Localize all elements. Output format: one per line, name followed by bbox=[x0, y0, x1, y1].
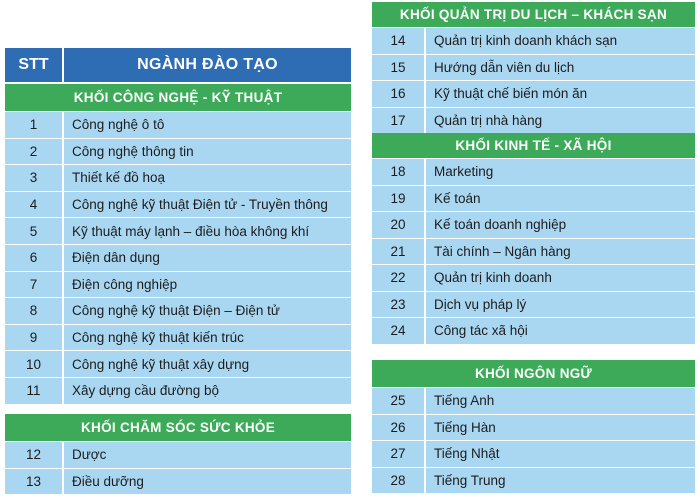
group-language bbox=[372, 360, 695, 494]
table-row bbox=[372, 212, 695, 239]
table-row bbox=[5, 351, 351, 378]
row-number: 25 bbox=[372, 388, 426, 414]
row-program-name: Tiếng Trung bbox=[434, 472, 506, 488]
row-program-name: Quản trị nhà hàng bbox=[434, 112, 543, 128]
row-number: 18 bbox=[372, 159, 426, 185]
table-row bbox=[372, 415, 695, 442]
row-program-name: Quản trị kinh doanh bbox=[434, 270, 552, 286]
group-tourism bbox=[372, 2, 695, 134]
row-program-name: Marketing bbox=[434, 164, 494, 180]
table-row bbox=[5, 378, 351, 405]
row-program-name: Công tác xã hội bbox=[434, 323, 528, 339]
group-title: KHỐI QUẢN TRỊ DU LỊCH – KHÁCH SẠN bbox=[372, 2, 695, 28]
table-row bbox=[5, 112, 351, 139]
group-title: KHỐI CHĂM SÓC SỨC KHỎE bbox=[5, 414, 351, 442]
row-program-name: Xây dựng cầu đường bộ bbox=[72, 383, 220, 399]
table-row bbox=[372, 81, 695, 108]
group-tech bbox=[5, 84, 351, 405]
group-economics bbox=[372, 133, 695, 345]
row-program-name: Kỹ thuật chế biến món ăn bbox=[434, 86, 588, 102]
group-title: KHỐI KINH TẾ - XÃ HỘI bbox=[372, 133, 695, 159]
group-rows bbox=[372, 28, 695, 134]
table-row bbox=[5, 442, 351, 469]
table-row bbox=[5, 272, 351, 299]
row-number: 24 bbox=[372, 318, 426, 344]
table-row bbox=[372, 159, 695, 186]
table-row bbox=[372, 265, 695, 292]
row-number: 2 bbox=[5, 139, 64, 165]
row-program-name: Công nghệ kỹ thuật Điện – Điện tử bbox=[72, 303, 280, 319]
row-number: 4 bbox=[5, 192, 64, 218]
table-row bbox=[372, 292, 695, 319]
row-program-name: Dịch vụ pháp lý bbox=[434, 296, 527, 312]
row-program-name: Quản trị kinh doanh khách sạn bbox=[434, 33, 618, 49]
row-program-name: Tiếng Nhật bbox=[434, 446, 500, 462]
row-number: 13 bbox=[5, 469, 64, 495]
row-program-name: Kỹ thuật máy lạnh – điều hòa không khí bbox=[72, 223, 310, 239]
row-program-name: Công nghệ ô tô bbox=[72, 117, 165, 133]
row-number: 17 bbox=[372, 108, 426, 134]
table-row bbox=[372, 28, 695, 55]
table-row bbox=[372, 186, 695, 213]
row-number: 6 bbox=[5, 245, 64, 271]
group-rows bbox=[5, 112, 351, 405]
row-number: 19 bbox=[372, 186, 426, 212]
group-health bbox=[5, 414, 351, 495]
row-program-name: Kế toán doanh nghiệp bbox=[434, 217, 567, 233]
row-program-name: Tiếng Hàn bbox=[434, 419, 496, 435]
row-number: 5 bbox=[5, 218, 64, 244]
row-number: 21 bbox=[372, 239, 426, 265]
row-number: 27 bbox=[372, 441, 426, 467]
row-number: 20 bbox=[372, 212, 426, 238]
row-number: 14 bbox=[372, 28, 426, 54]
row-number: 7 bbox=[5, 272, 64, 298]
table-row bbox=[5, 165, 351, 192]
row-program-name: Kế toán bbox=[434, 190, 481, 206]
row-number: 12 bbox=[5, 442, 64, 468]
table-row bbox=[5, 245, 351, 272]
table-row bbox=[372, 318, 695, 345]
table-row bbox=[372, 108, 695, 135]
row-number: 9 bbox=[5, 325, 64, 351]
row-number: 8 bbox=[5, 298, 64, 324]
table-row bbox=[5, 325, 351, 352]
row-program-name: Công nghệ kỹ thuật xây dựng bbox=[72, 356, 250, 372]
table-row bbox=[372, 388, 695, 415]
row-number: 16 bbox=[372, 81, 426, 107]
row-number: 26 bbox=[372, 415, 426, 441]
row-program-name: Điện công nghiệp bbox=[72, 276, 178, 292]
table-row bbox=[5, 139, 351, 166]
row-program-name: Thiết kế đồ hoạ bbox=[72, 170, 166, 186]
table-row bbox=[372, 55, 695, 82]
group-rows bbox=[372, 159, 695, 345]
row-number: 23 bbox=[372, 292, 426, 318]
table-row bbox=[372, 468, 695, 495]
row-number: 22 bbox=[372, 265, 426, 291]
table-row bbox=[5, 192, 351, 219]
row-number: 3 bbox=[5, 165, 64, 191]
row-program-name: Công nghệ kỹ thuật kiến trúc bbox=[72, 330, 244, 346]
table-row bbox=[5, 469, 351, 496]
row-number: 1 bbox=[5, 112, 64, 138]
group-rows bbox=[372, 388, 695, 494]
row-program-name: Điện dân dụng bbox=[72, 250, 160, 266]
row-number: 15 bbox=[372, 55, 426, 81]
table-row bbox=[372, 441, 695, 468]
row-program-name: Công nghệ kỹ thuật Điện tử - Truyền thông bbox=[72, 197, 328, 213]
row-program-name: Tiếng Anh bbox=[434, 393, 495, 409]
group-rows bbox=[5, 442, 351, 495]
group-title: KHỐI CÔNG NGHỆ - KỸ THUẬT bbox=[5, 84, 351, 112]
row-program-name: Hướng dẫn viên du lịch bbox=[434, 59, 575, 75]
row-program-name: Tài chính – Ngân hàng bbox=[434, 243, 571, 259]
row-number: 10 bbox=[5, 351, 64, 377]
group-title: KHỐI NGÔN NGỮ bbox=[372, 360, 695, 388]
header-program: NGÀNH ĐÀO TẠO bbox=[137, 56, 278, 73]
row-number: 11 bbox=[5, 378, 64, 404]
table-row bbox=[5, 218, 351, 245]
table-row bbox=[372, 239, 695, 266]
table-row bbox=[5, 298, 351, 325]
row-program-name: Điều dưỡng bbox=[72, 473, 144, 489]
table-header bbox=[5, 48, 351, 83]
row-program-name: Dược bbox=[72, 447, 107, 463]
row-number: 28 bbox=[372, 468, 426, 494]
row-program-name: Công nghệ thông tin bbox=[72, 143, 194, 159]
header-stt: STT bbox=[5, 48, 64, 82]
